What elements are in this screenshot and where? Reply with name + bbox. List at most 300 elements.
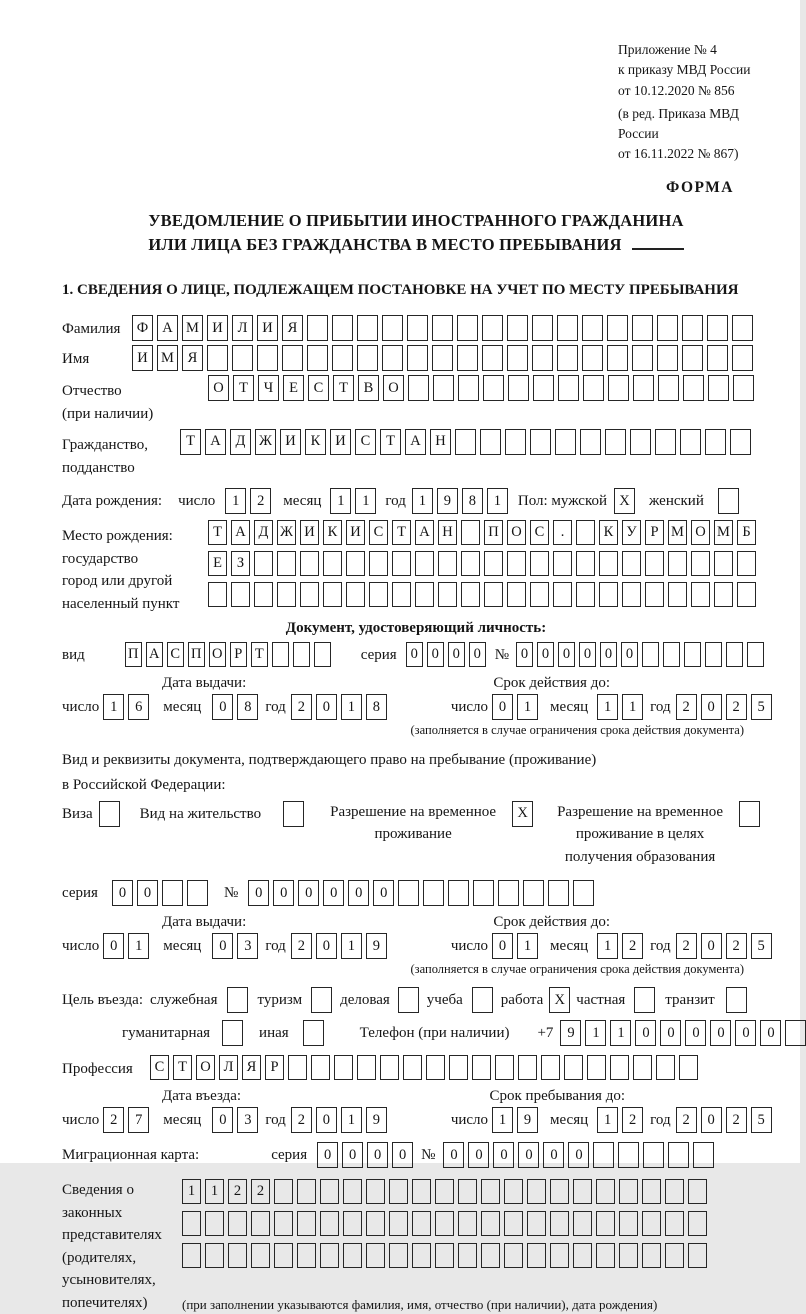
month-label: месяц <box>163 694 201 716</box>
char-cell-empty <box>398 987 419 1013</box>
rvpo-label-line-2: проживание в целях <box>557 823 723 846</box>
char-cell-filled: 0 <box>112 880 133 906</box>
char-cell-empty <box>435 1243 454 1268</box>
form-title-line-2 <box>62 233 770 258</box>
char-cell-empty <box>596 1179 615 1204</box>
purpose-opt2-checkbox <box>311 987 332 1013</box>
char-cell-filled: 1 <box>341 1107 362 1133</box>
char-cell-empty <box>251 1243 270 1268</box>
char-cell-filled: 0 <box>427 642 444 667</box>
char-cell-filled: 0 <box>493 1142 514 1168</box>
day-label: число <box>62 694 99 716</box>
migration-number-boxes <box>443 1142 714 1168</box>
char-cell-empty <box>423 880 444 906</box>
char-cell-filled: 0 <box>537 642 554 667</box>
char-cell-filled: 2 <box>676 1107 697 1133</box>
entry-right-heading: Срок пребывания до: <box>490 1088 625 1105</box>
purpose-label: Цель въезда: <box>62 987 143 1009</box>
char-cell-empty <box>415 582 434 607</box>
char-cell-empty <box>508 375 529 401</box>
citizenship-label: Гражданство, <box>62 434 180 457</box>
firstname-label: Имя <box>62 345 132 370</box>
char-cell-filled: 0 <box>518 1142 539 1168</box>
representatives-block <box>62 1174 770 1314</box>
day-label: число <box>62 1107 99 1129</box>
birthplace-block <box>62 520 770 615</box>
char-cell-empty <box>251 1211 270 1236</box>
char-cell-empty <box>619 1179 638 1204</box>
issue1-left-heading: Дата выдачи: <box>162 675 246 692</box>
char-cell-empty <box>504 1211 523 1236</box>
char-cell-filled: 1 <box>492 1107 513 1133</box>
visa-label: Виза <box>62 801 93 823</box>
char-cell-empty <box>632 315 653 341</box>
citizenship-row <box>62 429 770 481</box>
char-cell-filled: 0 <box>443 1142 464 1168</box>
char-cell-empty <box>642 642 659 667</box>
profession-row <box>62 1055 770 1080</box>
doc-seriya-label: серия <box>361 642 397 664</box>
char-cell-filled: Я <box>242 1055 261 1080</box>
char-cell-filled: 0 <box>468 1142 489 1168</box>
char-cell-filled: 0 <box>448 642 465 667</box>
char-cell-filled: 3 <box>237 933 258 959</box>
char-cell-empty <box>557 315 578 341</box>
char-cell-empty <box>254 582 273 607</box>
purpose-opt2-label: туризм <box>257 987 302 1009</box>
entry-headers <box>62 1088 770 1105</box>
char-cell-empty <box>657 315 678 341</box>
purpose-row-2 <box>62 1020 770 1046</box>
char-cell-empty <box>162 880 183 906</box>
char-cell-filled: 0 <box>323 880 344 906</box>
issue1-year-boxes <box>291 694 387 720</box>
char-cell-filled: 0 <box>660 1020 681 1046</box>
month-label: месяц <box>550 1107 588 1129</box>
char-cell-filled: Е <box>283 375 304 401</box>
doc-number-boxes <box>516 642 764 667</box>
char-cell-filled: Я <box>182 345 203 371</box>
char-cell-filled: 1 <box>341 694 362 720</box>
day-label: число <box>178 488 215 510</box>
char-cell-empty <box>726 987 747 1013</box>
char-cell-empty <box>785 1020 806 1046</box>
char-cell-empty <box>274 1243 293 1268</box>
purpose-opt7-label: транзит <box>665 987 714 1009</box>
char-cell-empty <box>732 345 753 371</box>
char-cell-empty <box>389 1243 408 1268</box>
char-cell-filled: 0 <box>316 933 337 959</box>
migration-card-row <box>62 1142 770 1168</box>
char-cell-filled: 0 <box>600 642 617 667</box>
char-cell-filled: 2 <box>251 1179 270 1204</box>
rvp-checkbox <box>512 801 533 827</box>
stay-month-boxes <box>597 1107 643 1133</box>
purpose-opt5-label: работа <box>501 987 544 1009</box>
char-cell-filled: 2 <box>676 694 697 720</box>
char-cell-empty <box>369 582 388 607</box>
char-cell-empty <box>332 315 353 341</box>
purpose-opt6-checkbox <box>634 987 655 1013</box>
char-cell-empty <box>655 429 676 455</box>
char-cell-filled: О <box>209 642 226 667</box>
char-cell-filled: С <box>355 429 376 455</box>
char-cell-empty <box>593 1142 614 1168</box>
char-cell-filled: 0 <box>248 880 269 906</box>
char-cell-empty <box>482 345 503 371</box>
char-cell-empty <box>343 1211 362 1236</box>
char-cell-empty <box>718 488 739 514</box>
char-cell-empty <box>432 345 453 371</box>
representatives-label-6: попечителях) <box>62 1292 182 1314</box>
char-cell-filled: Т <box>333 375 354 401</box>
issue2-dates-row <box>62 933 770 959</box>
issue2-left-heading: Дата выдачи: <box>162 914 246 931</box>
expiry1-day-boxes <box>492 694 538 720</box>
char-cell-empty <box>297 1179 316 1204</box>
char-cell-filled: 1 <box>597 1107 618 1133</box>
char-cell-filled: Д <box>230 429 251 455</box>
char-cell-empty <box>657 345 678 371</box>
char-cell-filled: А <box>231 520 250 545</box>
char-cell-empty <box>449 1055 468 1080</box>
visa-checkbox <box>99 801 120 827</box>
char-cell-empty <box>548 880 569 906</box>
migration-seriya-label: серия <box>271 1142 307 1164</box>
char-cell-filled: 0 <box>516 642 533 667</box>
char-cell-empty <box>457 315 478 341</box>
char-cell-empty <box>389 1211 408 1236</box>
char-cell-empty <box>708 375 729 401</box>
char-cell-filled: 2 <box>291 933 312 959</box>
char-cell-empty <box>323 582 342 607</box>
char-cell-filled: 2 <box>726 933 747 959</box>
char-cell-filled: 1 <box>517 933 538 959</box>
char-cell-empty <box>297 1211 316 1236</box>
surname-label: Фамилия <box>62 315 132 340</box>
char-cell-empty <box>481 1243 500 1268</box>
issue2-month-boxes <box>212 933 258 959</box>
char-cell-empty <box>605 429 626 455</box>
char-cell-empty <box>532 345 553 371</box>
char-cell-filled: 9 <box>366 933 387 959</box>
char-cell-filled: 9 <box>517 1107 538 1133</box>
char-cell-empty <box>182 1211 201 1236</box>
citizenship-boxes <box>180 429 751 455</box>
char-cell-empty <box>274 1179 293 1204</box>
char-cell-empty <box>557 345 578 371</box>
char-cell-empty <box>415 551 434 576</box>
char-cell-empty <box>634 987 655 1013</box>
char-cell-empty <box>435 1179 454 1204</box>
char-cell-filled: 0 <box>701 1107 722 1133</box>
char-cell-empty <box>438 582 457 607</box>
purpose-opt9-checkbox <box>303 1020 324 1046</box>
residence-doc-line-1: Вид и реквизиты документа, подтверждающего право на пребывание (проживание) <box>62 748 770 773</box>
char-cell-empty <box>714 582 733 607</box>
representatives-row-2 <box>182 1211 707 1236</box>
char-cell-empty <box>518 1055 537 1080</box>
char-cell-filled: 0 <box>348 880 369 906</box>
char-cell-empty <box>99 801 120 827</box>
patronymic-row <box>62 375 770 427</box>
char-cell-empty <box>530 582 549 607</box>
sex-male-checkbox <box>614 488 635 514</box>
char-cell-empty <box>495 1055 514 1080</box>
char-cell-filled: 8 <box>462 488 483 514</box>
char-cell-empty <box>392 551 411 576</box>
purpose-opt4-label: учеба <box>427 987 463 1009</box>
char-cell-empty <box>435 1211 454 1236</box>
char-cell-filled: 0 <box>469 642 486 667</box>
char-cell-empty <box>458 375 479 401</box>
char-cell-empty <box>484 582 503 607</box>
char-cell-filled: 0 <box>685 1020 706 1046</box>
entry-left-heading: Дата въезда: <box>162 1088 241 1105</box>
char-cell-empty <box>688 1243 707 1268</box>
patronymic-label: Отчество <box>62 380 208 403</box>
char-cell-filled: 0 <box>735 1020 756 1046</box>
char-cell-empty <box>228 1243 247 1268</box>
surname-row <box>62 315 770 341</box>
expiry1-note: (заполняется в случае ограничения срока действия документа) <box>62 723 770 738</box>
char-cell-empty <box>231 582 250 607</box>
char-cell-empty <box>458 1179 477 1204</box>
char-cell-empty <box>357 345 378 371</box>
char-cell-empty <box>587 1055 606 1080</box>
appendix-line-3: от 10.12.2020 № 856 <box>618 81 770 101</box>
char-cell-empty <box>382 345 403 371</box>
char-cell-filled: 1 <box>610 1020 631 1046</box>
issue1-right-heading: Срок действия до: <box>493 675 610 692</box>
char-cell-empty <box>555 429 576 455</box>
patronymic-sublabel: (при наличии) <box>62 403 208 426</box>
char-cell-filled: 2 <box>291 1107 312 1133</box>
char-cell-empty <box>407 315 428 341</box>
char-cell-filled: 1 <box>103 694 124 720</box>
char-cell-filled: 0 <box>317 1142 338 1168</box>
birthplace-label-3: город или другой <box>62 570 208 593</box>
representatives-note: (при заполнении указываются фамилия, имя, отчество (при наличии), дата рождения) <box>182 1297 707 1313</box>
char-cell-empty <box>389 1179 408 1204</box>
char-cell-filled: 0 <box>701 933 722 959</box>
birth-year-boxes <box>412 488 508 514</box>
birthdate-label: Дата рождения: <box>62 488 162 510</box>
char-cell-filled: Р <box>645 520 664 545</box>
char-cell-empty <box>282 345 303 371</box>
char-cell-empty <box>307 315 328 341</box>
char-cell-empty <box>608 375 629 401</box>
char-cell-filled: Т <box>173 1055 192 1080</box>
char-cell-empty <box>530 429 551 455</box>
year-label: год <box>265 1107 285 1129</box>
char-cell-empty <box>346 551 365 576</box>
char-cell-empty <box>481 1211 500 1236</box>
char-cell-filled: 0 <box>635 1020 656 1046</box>
char-cell-empty <box>458 1211 477 1236</box>
surname-boxes <box>132 315 753 341</box>
char-cell-empty <box>607 315 628 341</box>
migration-card-label: Миграционная карта: <box>62 1142 199 1164</box>
char-cell-empty <box>288 1055 307 1080</box>
char-cell-filled: Т <box>251 642 268 667</box>
phone-prefix: +7 <box>537 1020 553 1042</box>
purpose-opt3-label: деловая <box>340 987 390 1009</box>
char-cell-filled: 0 <box>103 933 124 959</box>
char-cell-empty <box>481 1179 500 1204</box>
char-cell-filled: К <box>323 520 342 545</box>
char-cell-empty <box>274 1211 293 1236</box>
issue2-day-boxes <box>103 933 149 959</box>
expiry2-month-boxes <box>597 933 643 959</box>
issue2-headers <box>62 914 770 931</box>
char-cell-empty <box>480 429 501 455</box>
char-cell-filled: 0 <box>710 1020 731 1046</box>
section1-heading: 1. СВЕДЕНИЯ О ЛИЦЕ, ПОДЛЕЖАЩЕМ ПОСТАНОВКЕ НА УЧЕТ ПО МЕСТУ ПРЕБЫВАНИЯ <box>62 282 770 299</box>
char-cell-empty <box>693 1142 714 1168</box>
representatives-label-5: усыновителях, <box>62 1269 182 1292</box>
char-cell-filled: А <box>157 315 178 341</box>
char-cell-empty <box>691 582 710 607</box>
char-cell-empty <box>382 315 403 341</box>
doc-seriya-boxes <box>406 642 486 667</box>
char-cell-filled: 3 <box>237 1107 258 1133</box>
char-cell-empty <box>622 582 641 607</box>
char-cell-empty <box>457 345 478 371</box>
year-label: год <box>265 933 285 955</box>
forma-label: ФОРМА <box>62 179 770 197</box>
char-cell-filled: И <box>280 429 301 455</box>
year-label: год <box>650 933 670 955</box>
char-cell-filled: 1 <box>225 488 246 514</box>
form-title <box>62 209 770 259</box>
birthplace-row-1 <box>208 520 756 545</box>
char-cell-empty <box>642 1211 661 1236</box>
sex-female-label: женский <box>649 488 704 510</box>
char-cell-filled: 2 <box>228 1179 247 1204</box>
char-cell-empty <box>582 345 603 371</box>
char-cell-empty <box>300 582 319 607</box>
char-cell-empty <box>564 1055 583 1080</box>
char-cell-empty <box>426 1055 445 1080</box>
expiry2-note: (заполняется в случае ограничения срока действия документа) <box>62 962 770 977</box>
char-cell-empty <box>323 551 342 576</box>
appendix-line-2: к приказу МВД России <box>618 60 770 80</box>
char-cell-empty <box>432 315 453 341</box>
char-cell-empty <box>645 582 664 607</box>
char-cell-empty <box>599 551 618 576</box>
char-cell-empty <box>448 880 469 906</box>
appendix-line-5: от 16.11.2022 № 867) <box>618 144 770 164</box>
char-cell-empty <box>357 1055 376 1080</box>
purpose-opt1-label: служебная <box>150 987 218 1009</box>
char-cell-empty <box>737 582 756 607</box>
birthplace-label-4: населенный пункт <box>62 593 208 616</box>
appendix-line-1: Приложение № 4 <box>618 40 770 60</box>
char-cell-empty <box>222 1020 243 1046</box>
char-cell-empty <box>227 987 248 1013</box>
char-cell-empty <box>576 551 595 576</box>
char-cell-filled: 1 <box>585 1020 606 1046</box>
vnj-checkbox <box>283 801 304 827</box>
stay-year-boxes <box>676 1107 772 1133</box>
purpose-opt9-label: иная <box>259 1020 289 1042</box>
year-label: год <box>265 694 285 716</box>
doc-type-boxes <box>125 642 331 667</box>
char-cell-empty <box>208 582 227 607</box>
migration-seriya-boxes <box>317 1142 413 1168</box>
char-cell-empty <box>343 1179 362 1204</box>
char-cell-filled: 2 <box>103 1107 124 1133</box>
rvpo-label-line-1: Разрешение на временное <box>557 801 723 824</box>
char-cell-empty <box>408 375 429 401</box>
form-title-line-1: УВЕДОМЛЕНИЕ О ПРИБЫТИИ ИНОСТРАННОГО ГРАЖДАНИНА <box>62 209 770 234</box>
char-cell-empty <box>455 429 476 455</box>
char-cell-empty <box>458 1243 477 1268</box>
purpose-opt4-checkbox <box>472 987 493 1013</box>
char-cell-filled: И <box>346 520 365 545</box>
char-cell-empty <box>461 582 480 607</box>
char-cell-empty <box>656 1055 675 1080</box>
char-cell-empty <box>632 345 653 371</box>
char-cell-filled: 1 <box>330 488 351 514</box>
residence-number-label: № <box>224 880 238 902</box>
char-cell-empty <box>733 375 754 401</box>
birthdate-row <box>62 488 770 514</box>
char-cell-filled: С <box>308 375 329 401</box>
char-cell-empty <box>730 429 751 455</box>
representatives-label-4: (родителях, <box>62 1247 182 1270</box>
char-cell-filled: 0 <box>558 642 575 667</box>
char-cell-empty <box>726 642 743 667</box>
char-cell-empty <box>461 520 480 545</box>
char-cell-empty <box>357 315 378 341</box>
char-cell-empty <box>523 880 544 906</box>
char-cell-filled: М <box>182 315 203 341</box>
char-cell-empty <box>505 429 526 455</box>
char-cell-empty <box>461 551 480 576</box>
char-cell-empty <box>473 880 494 906</box>
char-cell-filled: 0 <box>568 1142 589 1168</box>
char-cell-empty <box>530 551 549 576</box>
char-cell-filled: С <box>369 520 388 545</box>
month-label: месяц <box>163 933 201 955</box>
char-cell-empty <box>320 1211 339 1236</box>
char-cell-empty <box>303 1020 324 1046</box>
char-cell-filled: 5 <box>751 933 772 959</box>
birthplace-row-3 <box>208 582 756 607</box>
rvpo-label-line-3: получения образования <box>557 846 723 869</box>
char-cell-empty <box>688 1211 707 1236</box>
char-cell-empty <box>573 1211 592 1236</box>
char-cell-empty <box>683 375 704 401</box>
char-cell-empty <box>412 1243 431 1268</box>
char-cell-filled: 0 <box>273 880 294 906</box>
char-cell-filled: 0 <box>701 694 722 720</box>
char-cell-empty <box>679 1055 698 1080</box>
char-cell-empty <box>663 642 680 667</box>
char-cell-empty <box>541 1055 560 1080</box>
char-cell-empty <box>332 345 353 371</box>
char-cell-empty <box>732 315 753 341</box>
expiry1-month-boxes <box>597 694 643 720</box>
char-cell-filled: Ж <box>255 429 276 455</box>
char-cell-empty <box>412 1179 431 1204</box>
char-cell-empty <box>682 345 703 371</box>
char-cell-filled: З <box>231 551 250 576</box>
char-cell-filled: 2 <box>622 1107 643 1133</box>
char-cell-empty <box>412 1211 431 1236</box>
